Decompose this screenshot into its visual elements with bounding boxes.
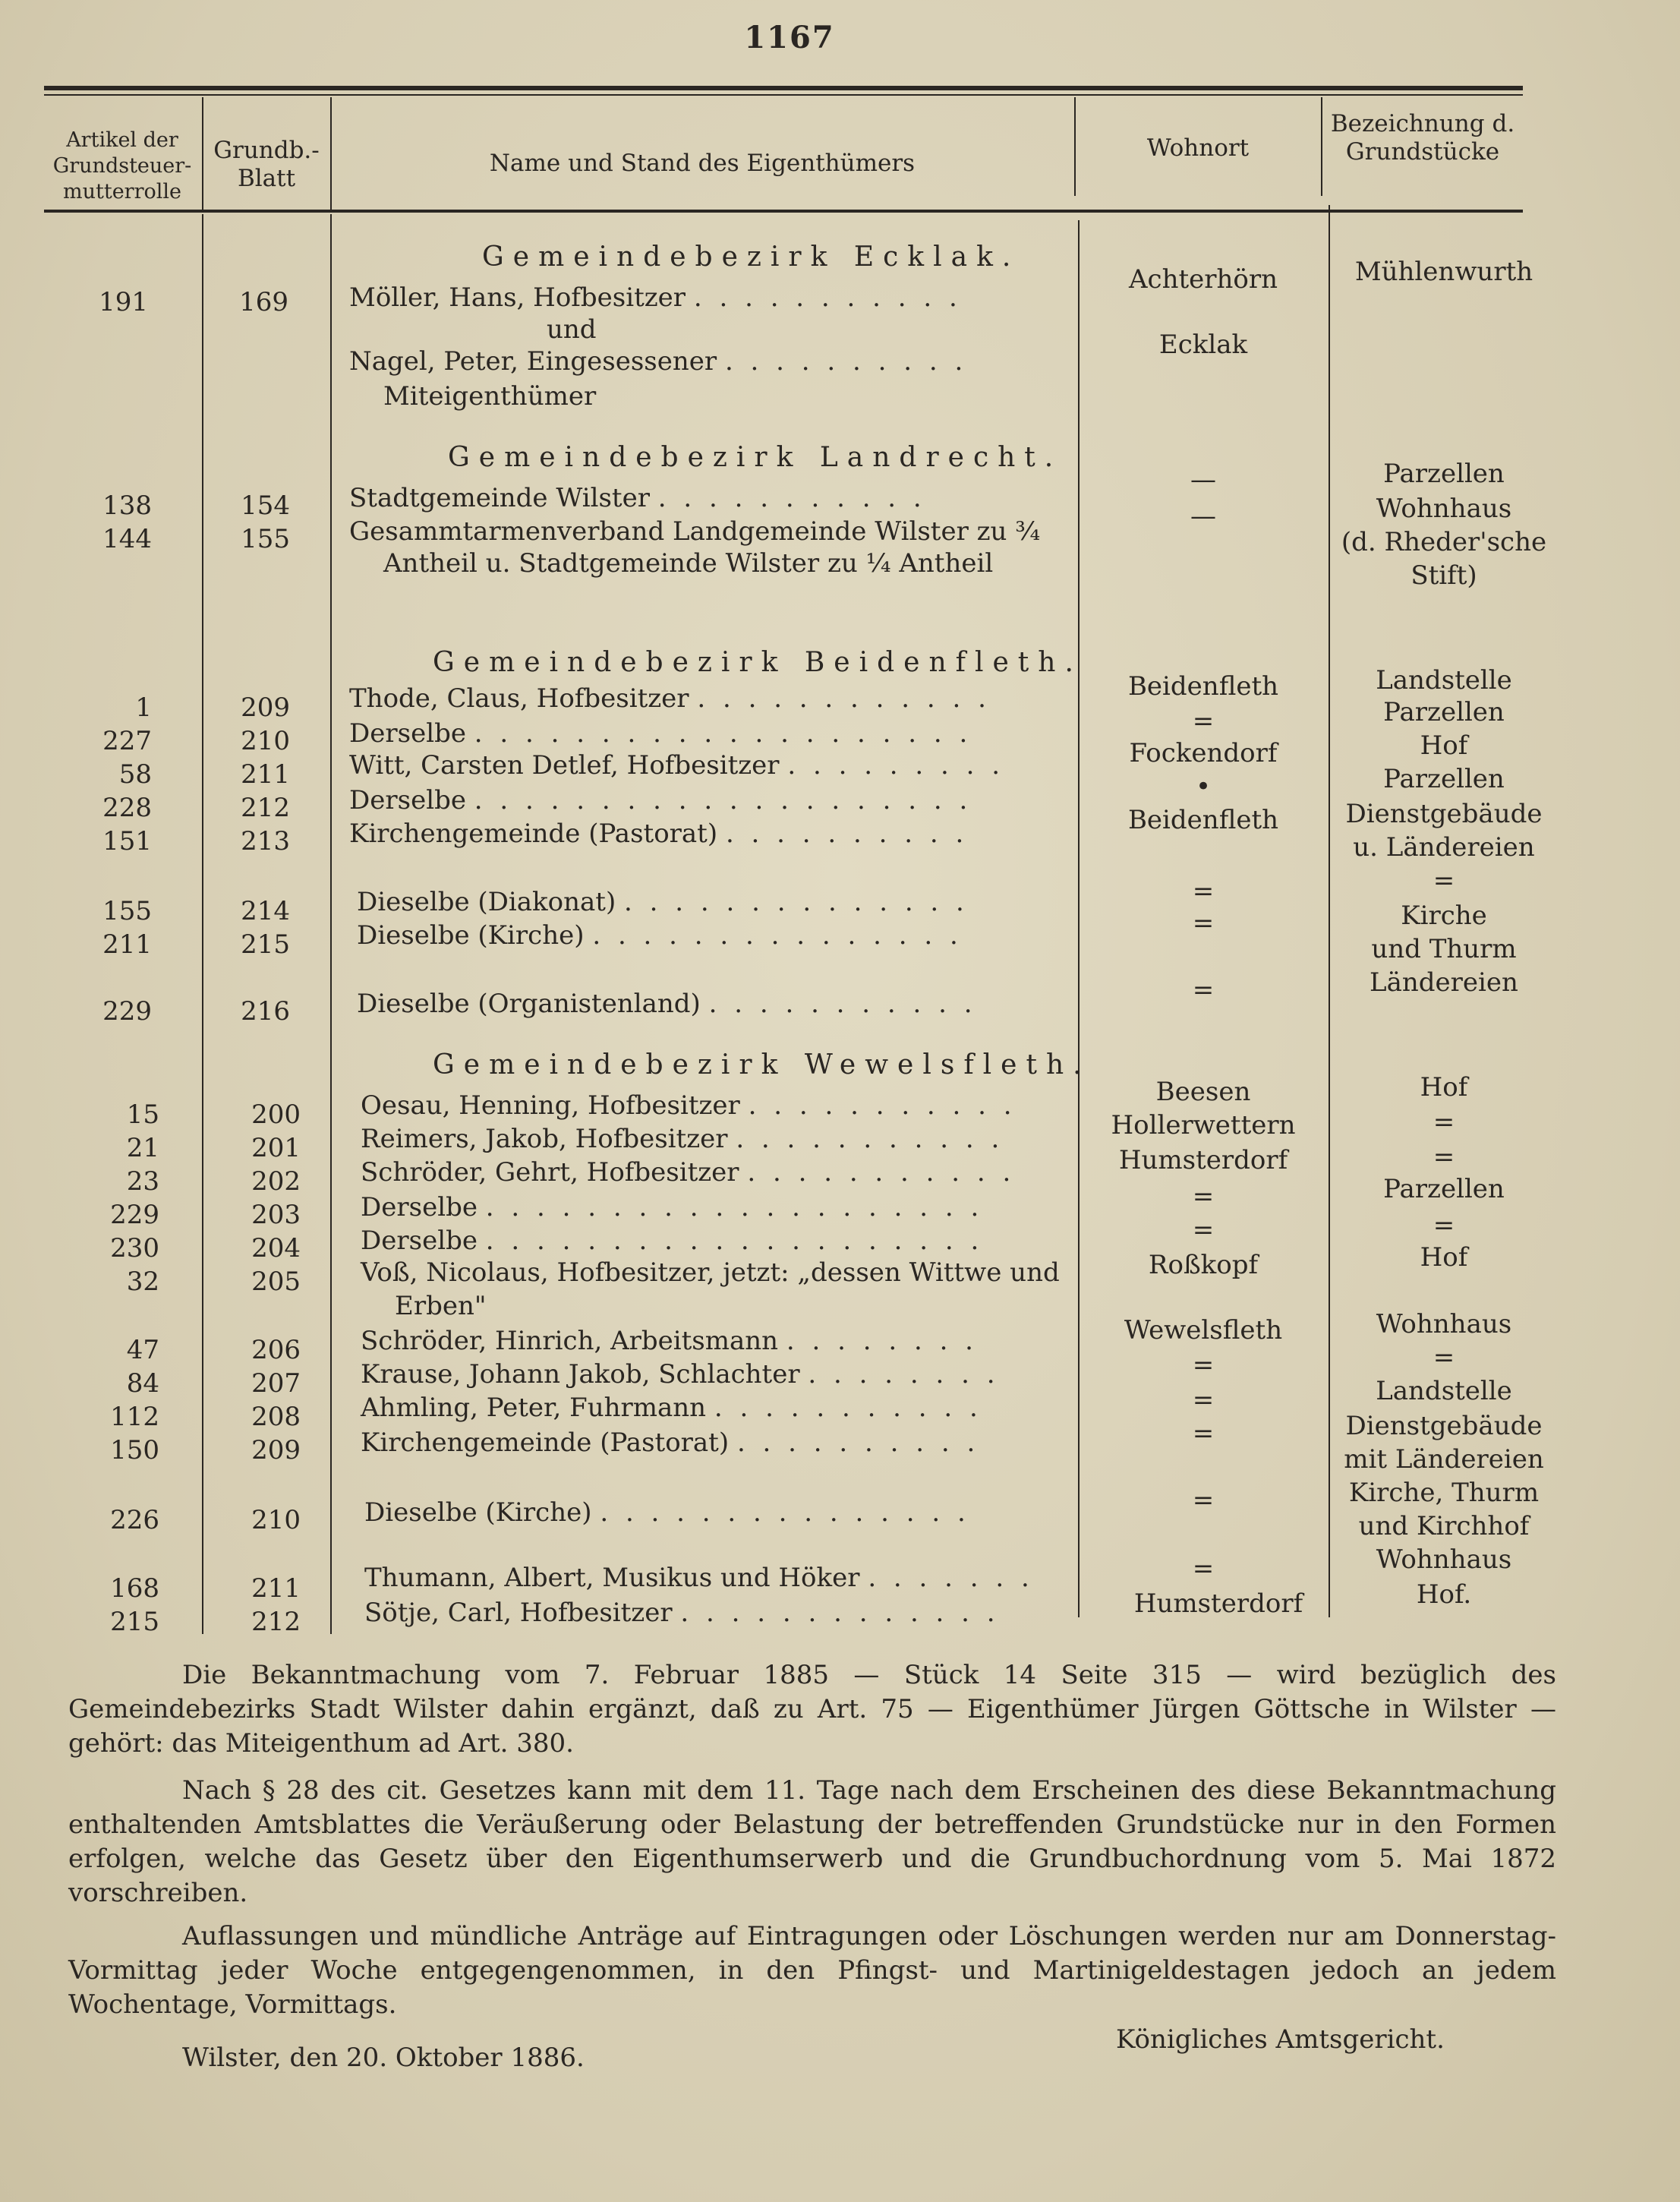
l2-wohnort: —: [1190, 501, 1216, 532]
section-landrecht: Gemeindebezirk Landrecht.: [448, 442, 1063, 473]
header-col-artikel: Artikel der Grundsteuer- mutterrolle: [52, 128, 192, 203]
header-col-wohnort: Wohnort: [1146, 134, 1250, 162]
w5-name: Derselbe . . . . . . . . . . . . . . . . . . . .: [361, 1226, 984, 1256]
w6-name2: Erben": [395, 1291, 487, 1321]
e-und: und: [547, 314, 597, 345]
w3-blatt: 202: [251, 1166, 301, 1197]
b7-wohnort: =: [1192, 908, 1215, 939]
page-number: 1167: [744, 20, 835, 55]
w4-blatt: 203: [251, 1200, 301, 1230]
b3-art: 58: [118, 759, 152, 790]
body-sep-2: [330, 214, 332, 1634]
section-ecklak: Gemeindebezirk Ecklak.: [482, 241, 1020, 273]
e1-art: 191: [99, 287, 148, 317]
l1-wohnort: —: [1190, 465, 1216, 495]
body-sep-1: [202, 214, 203, 1634]
w10-bez: Dienstgebäude mit Ländereien: [1344, 1411, 1544, 1475]
w11-art: 226: [110, 1505, 159, 1535]
w7-blatt: 206: [251, 1335, 301, 1365]
b4-wohnort: •: [1195, 771, 1212, 802]
w5-art: 230: [110, 1233, 159, 1263]
header-rule: [44, 210, 1523, 213]
w2-wohnort: Hollerwettern: [1111, 1110, 1296, 1140]
w9-wohnort: =: [1192, 1385, 1215, 1415]
w8-bez: =: [1433, 1342, 1455, 1373]
w2-name: Reimers, Jakob, Hofbesitzer . . . . . . . . . . .: [361, 1124, 1004, 1154]
l1-bez: Parzellen: [1383, 459, 1505, 489]
w12-wohnort: =: [1192, 1554, 1215, 1584]
b8-blatt: 216: [241, 996, 290, 1027]
l1-name: Stadtgemeinde Wilster . . . . . . . . . . .: [349, 483, 926, 513]
b5-name: Kirchengemeinde (Pastorat) . . . . . . . . . .: [349, 819, 969, 849]
e-miteigenthuemer: Miteigenthümer: [383, 381, 597, 412]
l1-art: 138: [102, 491, 152, 521]
b1-blatt: 209: [241, 692, 290, 723]
w6-blatt: 205: [251, 1267, 301, 1297]
w8-name: Krause, Johann Jakob, Schlachter . . . . . . . .: [361, 1359, 1000, 1390]
w13-bez: Hof.: [1416, 1579, 1472, 1610]
e1-wohnort: Achterhörn: [1128, 264, 1278, 295]
paragraph-2: Nach § 28 des cit. Gesetzes kann mit dem 11. Tage nach dem Erscheinen des diese Bekanntmachung enthaltenden Amtsblattes die Veräußerung oder Belastung der betreffenden Grundstücke nur in den Formen erfolgen, welche das Gesetz über den Eigenthumserwerb und die Grundbuchordnung vom 5. Mai 1872 vorschreiben.: [68, 1775, 1556, 1908]
w1-name: Oesau, Henning, Hofbesitzer . . . . . . . . . . .: [361, 1090, 1017, 1121]
b2-art: 227: [102, 726, 152, 756]
b1-wohnort: Beidenfleth: [1127, 671, 1279, 702]
b5-wohnort: Beidenfleth: [1127, 805, 1279, 835]
b6-art: 155: [102, 896, 152, 926]
section-beidenfleth: Gemeindebezirk Beidenfleth.: [433, 647, 1083, 678]
w6-wohnort: Roßkopf: [1148, 1250, 1259, 1280]
e1-bez: Mühlenwurth: [1354, 257, 1533, 287]
b3-bez: Hof: [1420, 730, 1468, 761]
w11-name: Dieselbe (Kirche) . . . . . . . . . . . . . . .: [364, 1497, 970, 1528]
w12-bez: Wohnhaus: [1376, 1544, 1512, 1575]
l2-name: Gesammtarmenverband Landgemeinde Wilster zu ¾: [349, 516, 1041, 547]
w10-blatt: 209: [251, 1435, 301, 1465]
w3-name: Schröder, Gehrt, Hofbesitzer . . . . . . . . . . .: [361, 1157, 1016, 1188]
w9-name: Ahmling, Peter, Fuhrmann . . . . . . . . . . .: [361, 1393, 982, 1423]
w6-art: 32: [126, 1267, 159, 1297]
w4-art: 229: [110, 1200, 159, 1230]
w12-art: 168: [110, 1573, 159, 1604]
w7-name: Schröder, Hinrich, Arbeitsmann . . . . . . . .: [361, 1326, 978, 1356]
w13-blatt: 212: [251, 1607, 301, 1637]
b3-wohnort: Fockendorf: [1129, 738, 1278, 768]
w7-bez: Wohnhaus: [1376, 1309, 1512, 1339]
w11-blatt: 210: [251, 1505, 301, 1535]
b4-bez: Parzellen: [1383, 764, 1505, 794]
w8-art: 84: [126, 1368, 159, 1399]
w11-bez: Kirche, Thurm und Kirchhof: [1348, 1478, 1540, 1541]
w10-name: Kirchengemeinde (Pastorat) . . . . . . . . . .: [361, 1428, 980, 1458]
header-col-bezeichnung: Bezeichnung d. Grundstücke: [1330, 110, 1515, 166]
e2-wohnort: Ecklak: [1158, 330, 1248, 360]
w3-bez: =: [1433, 1142, 1455, 1172]
w5-bez: =: [1433, 1210, 1455, 1241]
w5-wohnort: =: [1192, 1215, 1215, 1245]
w4-bez: Parzellen: [1383, 1174, 1505, 1204]
b5-bez: Dienstgebäude u. Ländereien: [1345, 799, 1543, 863]
b7-art: 211: [102, 929, 152, 960]
w9-bez: Landstelle: [1376, 1376, 1512, 1406]
b4-name: Derselbe . . . . . . . . . . . . . . . . . . . .: [349, 785, 972, 815]
e1-name: Möller, Hans, Hofbesitzer . . . . . . . . . . .: [349, 282, 962, 313]
b2-name: Derselbe . . . . . . . . . . . . . . . . . . . .: [349, 718, 972, 749]
w10-art: 150: [110, 1435, 159, 1465]
w12-blatt: 211: [251, 1573, 301, 1604]
e2-name: Nagel, Peter, Eingesessener . . . . . . . . . .: [349, 346, 968, 377]
w1-art: 15: [126, 1099, 159, 1130]
b6-name: Dieselbe (Diakonat) . . . . . . . . . . . . . .: [357, 887, 969, 917]
b2-bez: Parzellen: [1383, 697, 1505, 727]
l2-bez: Wohnhaus (d. Rheder'sche Stift): [1341, 494, 1547, 591]
e1-blatt: 169: [239, 287, 288, 317]
authority-signature: Königliches Amtsgericht.: [1116, 2024, 1445, 2055]
w7-art: 47: [126, 1335, 159, 1365]
w2-blatt: 201: [251, 1133, 301, 1163]
w4-name: Derselbe . . . . . . . . . . . . . . . . . . . .: [361, 1192, 984, 1222]
w10-wohnort: =: [1192, 1418, 1215, 1449]
b7-blatt: 215: [241, 929, 290, 960]
paragraph-1: Die Bekanntmachung vom 7. Februar 1885 — Stück 14 Seite 315 — wird bezüglich des Gemeindebezirks Stadt Wilster dahin ergänzt, daß zu Art. 75 — Eigenthümer Jürgen Göttsche in Wilster — gehört: das Miteigenthum ad Art. 380.: [68, 1660, 1556, 1759]
top-rule-thick: [44, 86, 1523, 90]
header-col-name: Name und Stand des Eigenthümers: [489, 150, 916, 177]
b1-bez: Landstelle: [1376, 665, 1512, 696]
w6-bez: Hof: [1420, 1242, 1468, 1273]
w3-wohnort: Humsterdorf: [1118, 1145, 1288, 1175]
b1-art: 1: [135, 692, 152, 723]
w13-wohnort: Humsterdorf: [1133, 1588, 1303, 1619]
b3-name: Witt, Carsten Detlef, Hofbesitzer . . . . . . . . .: [349, 750, 1005, 781]
place-date: Wilster, den 20. Oktober 1886.: [182, 2043, 585, 2073]
b5-blatt: 213: [241, 826, 290, 857]
b7-name: Dieselbe (Kirche) . . . . . . . . . . . . . . .: [357, 920, 963, 951]
w1-wohnort: Beesen: [1155, 1077, 1251, 1107]
w13-name: Sötje, Carl, Hofbesitzer . . . . . . . . . . . . .: [364, 1598, 1000, 1628]
w13-art: 215: [110, 1607, 159, 1637]
b6-blatt: 214: [241, 896, 290, 926]
b8-wohnort: =: [1192, 975, 1215, 1005]
w2-bez: =: [1433, 1107, 1455, 1137]
w12-name: Thumann, Albert, Musikus und Höker . . . . . . .: [364, 1563, 1034, 1593]
b3-blatt: 211: [241, 759, 290, 790]
w11-wohnort: =: [1192, 1485, 1215, 1516]
b6-bez: =: [1433, 866, 1455, 896]
l2-name2: Antheil u. Stadtgemeinde Wilster zu ¼ Antheil: [383, 548, 994, 579]
b4-blatt: 212: [241, 793, 290, 823]
w8-wohnort: =: [1192, 1350, 1215, 1380]
top-rule-thin: [44, 94, 1523, 96]
b2-blatt: 210: [241, 726, 290, 756]
l1-blatt: 154: [241, 491, 290, 521]
w4-wohnort: =: [1192, 1181, 1215, 1212]
w5-blatt: 204: [251, 1233, 301, 1263]
w3-art: 23: [126, 1166, 159, 1197]
w2-art: 21: [126, 1133, 159, 1163]
b8-art: 229: [102, 996, 152, 1027]
w6-name: Voß, Nicolaus, Hofbesitzer, jetzt: „dessen Wittwe und: [361, 1257, 1060, 1288]
l2-art: 144: [102, 524, 152, 554]
l2-blatt: 155: [241, 524, 290, 554]
b1-name: Thode, Claus, Hofbesitzer . . . . . . . . . . . .: [349, 683, 991, 714]
b8-bez: Ländereien: [1370, 967, 1518, 998]
b4-art: 228: [102, 793, 152, 823]
b5-art: 151: [102, 826, 152, 857]
b2-wohnort: =: [1192, 706, 1215, 737]
w1-blatt: 200: [251, 1099, 301, 1130]
b7-bez: Kirche und Thurm: [1371, 901, 1517, 964]
section-wewelsfleth: Gemeindebezirk Wewelsfleth.: [433, 1049, 1091, 1080]
w7-wohnort: Wewelsfleth: [1124, 1315, 1283, 1345]
w9-blatt: 208: [251, 1402, 301, 1432]
paragraph-3: Auflassungen und mündliche Anträge auf Eintragungen oder Löschungen werden nur am Donnerstag-Vormittag jeder Woche entgegengenommen, in den Pfingst- und Martinigeldestagen jedoch an jedem Wochentage, Vormittags.: [68, 1921, 1556, 2020]
w9-art: 112: [110, 1402, 159, 1432]
b8-name: Dieselbe (Organistenland) . . . . . . . . . . .: [357, 989, 977, 1019]
header-col-blatt: Grundb.- Blatt: [213, 137, 320, 192]
w1-bez: Hof: [1420, 1072, 1468, 1103]
b6-wohnort: =: [1192, 876, 1215, 907]
w8-blatt: 207: [251, 1368, 301, 1399]
